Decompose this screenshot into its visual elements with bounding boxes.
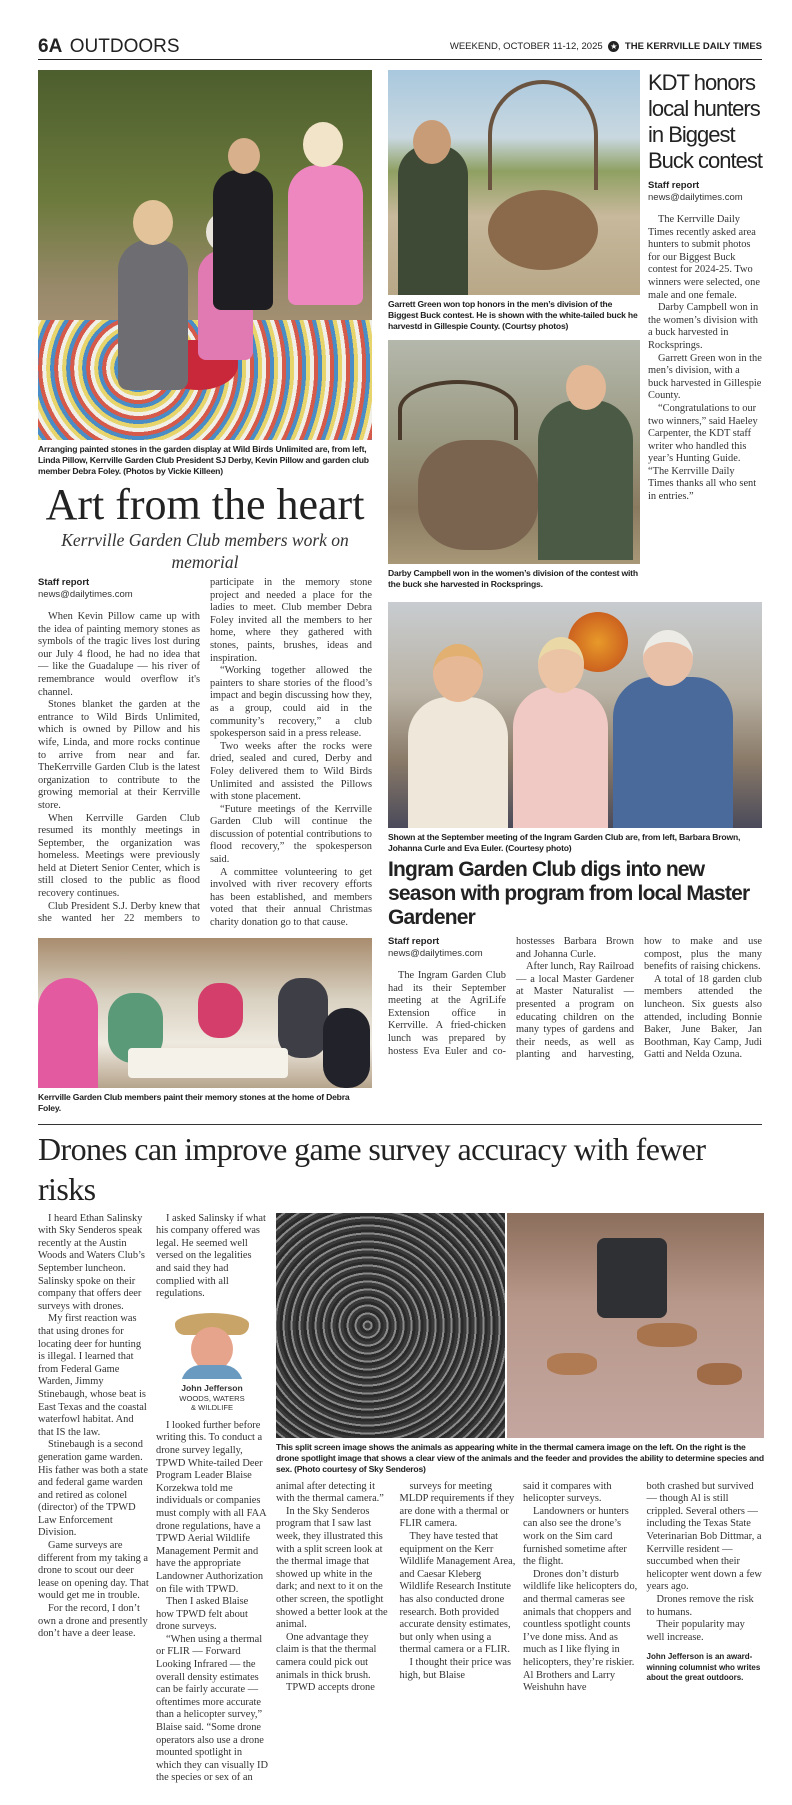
article-paragraph: Stones blanket the garden at the entrance to Wild Birds Unlimited, which is owned by Pillow and his wife, Linda, and more rocks continue to arrive from near and far. TheKerrville Garden Club is the latest organization to contribute to the growing memorial at their Kerrville store. (38, 699, 200, 811)
photo-garrett-green-buck (388, 70, 640, 295)
column-name: WOODS, WATERS (179, 1393, 245, 1403)
article-paragraph: For the record, I don’t own a drone and presently don’t have a deer lease. (38, 1603, 148, 1640)
top-section (38, 70, 762, 1114)
article-paragraph: A committee volunteering to get involved with river recovery efforts has been established, and members voted that their annual Christmas charity donation go to that cause. (210, 866, 372, 929)
column-6 (647, 1481, 765, 1695)
article-paragraph: Drones remove the risk to humans. (646, 1593, 754, 1618)
article-body (388, 936, 762, 1062)
article-paragraph: I looked further before writing this. To conduct a drone survey legally, TPWD White-tailed Deer Program Leader Blaise Korzekwa told me individuals or companies must comply with all FAA drone regulations, have a TPWD Aerial Wildlife Management Permit and have the appropriate Landowner Authorization on file with TPWD. (156, 1419, 267, 1595)
author-mugshot (156, 1307, 268, 1412)
page-number: 6A (38, 36, 63, 57)
article-paragraph: The Kerrville Daily Times recently asked area hunters to submit photos for our Biggest Buck contest for 2024-25. Two winners were selected, one male and one female. (648, 214, 760, 301)
article-paragraph: Two weeks after the rocks were dried, sealed and cured, Derby and Foley delivered them to Wild Birds Unlimited and assisted the Pillows with stone placement. (210, 740, 372, 803)
headline: KDT honors local hunters in Biggest Buck contest (648, 70, 762, 173)
garden-story (38, 70, 372, 1114)
photo-thermal-split-screen (276, 1213, 764, 1438)
photo-caption: Garrett Green won top honors in the men’s division of the Biggest Buck contest. He is shown with the white-tailed buck he harvestd in Gillespie County. (Courtsy photos) (388, 299, 638, 331)
column-3 (276, 1481, 394, 1695)
ingram-story (388, 602, 762, 1062)
photo-and-columns (276, 1213, 764, 1785)
article-paragraph: “Working together allowed the painters to share stories of the flood’s impact and begin discussing how they, as a group, could aid in the community’s recovery,” a club spokesperson said in a press release. (210, 665, 372, 740)
section-divider (38, 1124, 762, 1125)
author-tagline: John Jefferson is an award-winning columnist who writes about the great outdoors. (646, 1652, 761, 1683)
byline: Staff report news@dailytimes.com (38, 577, 133, 600)
article-paragraph: animal after detecting it with the thermal camera.” (276, 1480, 384, 1505)
photo-darby-campbell-buck (388, 340, 640, 564)
photo-club-painting (38, 938, 372, 1088)
headline: Ingram Garden Club digs into new season with program from local Master Gardener (388, 858, 750, 929)
newspaper-name: THE KERRVILLE DAILY TIMES (624, 41, 762, 52)
article-paragraph: Landowners or hunters can also see the drone’s work on the Sim card furnished sometime after the flight. (523, 1505, 629, 1568)
article-paragraph: Stinebaugh is a second generation game warden. His father was both a state and federal game warden and retired as colonel (director) of the TPWD Law Enforcement Division. (38, 1439, 148, 1539)
lower-columns (276, 1481, 764, 1695)
photo-caption: Shown at the September meeting of the Ingram Garden Club are, from left, Barbara Brown, Johanna Curle and Eva Euler. (Courtesy photo) (388, 832, 741, 853)
article-paragraph: When Kevin Pillow came up with the idea of painting memory stones as symbols of the tragic lives lost during our July 4 flood, he had no idea that — like the Guadalupe — his river of remembrance would overflow it's channel. (38, 611, 200, 698)
article-paragraph: One advantage they claim is that the thermal camera could pick out animals in thick brush. (276, 1631, 377, 1681)
article-paragraph: After lunch, Ray Railroad — a local Master Gardener at Master Naturalist — presented a program on educating children on the many types of gardens and their needs, as well as planting and harvesting, how to make and use compost, plus the many benefits of raising chickens. (516, 936, 762, 1061)
photo-ingram-garden-club (388, 602, 762, 828)
photo-caption: Darby Campbell won in the women’s division of the contest with the buck she harvested in Rocksprings. (388, 568, 638, 589)
article-paragraph: both crashed but survived — though Al is still crippled. Several others — including the Texas State Veterinarian Bob Dittmar, a Kerrville resident — succumbed when their helicopter went down a few years ago. (646, 1480, 762, 1593)
thermal-image (276, 1213, 505, 1438)
article-paragraph: In the Sky Senderos program that I saw last week, they illustrated this with a split screen look at the thermal image that showed up white in the dark; and next to it on the other screen, the spotlight showed a better look at the animal. (276, 1505, 388, 1631)
article-paragraph: Garrett Green won in the men’s division, with a buck harvested in Gillespie County. (648, 352, 762, 402)
headline: Drones can improve game survey accuracy with fewer risks (38, 1130, 706, 1207)
article-paragraph: “Future meetings of the Kerrville Garden Club will continue the discussion of potential contributions to flood recovery,” the spokesperson said. (210, 803, 372, 866)
article-paragraph: “Congratulations to our two winners,” said Haeley Carpenter, the KDT staff writer who handled this year’s Hunting Guide. “The Kerrville Daily Times thanks all who sent in entries.” (648, 402, 758, 503)
article-paragraph: I asked Salinsky if what his company offered was legal. He seemed well versed on the legalities and said they had complied with all regulations. (156, 1212, 266, 1300)
article-paragraph: said it compares with helicopter surveys. (523, 1480, 612, 1505)
column-4 (400, 1481, 518, 1695)
article-paragraph: Club President S.J. Derby knew that she wanted her 22 members to participate in the memory stone project and needed a place for the ladies to meet. Club member Debra Foley invited all the members to her home, where they gathered with stones, paints, brushes, ideas and inspiration. (38, 577, 372, 925)
author-photo (171, 1307, 253, 1379)
byline: Staff report news@dailytimes.com (388, 936, 483, 959)
article-paragraph: surveys for meeting MLDP requirements if they are done with a thermal or FLIR camera. (399, 1480, 515, 1530)
photo-caption: Arranging painted stones in the garden display at Wild Birds Unlimited are, from left, Linda Pillow, Kerrville Garden Club President SJ Derby, Kevin Pillow and garden club member Debra Foley. (Photos by Vickie Killeen) (38, 444, 369, 476)
star-circle-icon: ★ (610, 42, 618, 51)
article-paragraph: When Kerrville Garden Club resumed its monthly meetings in September, the organization was homeless. Meetings were previously held at Dietert Senior Center, which is still closed to the public as flood recovery continues. (38, 812, 200, 900)
article-paragraph: TPWD accepts drone (286, 1682, 375, 1694)
dateline (450, 41, 762, 52)
author-name: John Jefferson (181, 1382, 243, 1393)
column-2 (156, 1213, 268, 1785)
article-paragraph: “When using a thermal or FLIR — Forward Looking Infrared — the overall density estimates can be fairly accurate — oftentimes more accurate than a helicopter survey,” Blaise said. “Some drone operators also use a drone mounted spotlight in which they can visually ID the species or sex of an (156, 1633, 268, 1784)
article-paragraph: Game surveys are different from my taking a drone to scout our deer lease on opening day. That would get me in trouble. (38, 1540, 149, 1602)
column-name: & WILDLIFE (190, 1402, 234, 1412)
column-5 (523, 1481, 641, 1695)
headline: Art from the heart (45, 480, 365, 529)
article-paragraph: They have tested that equipment on the Kerr Wildlife Management Area, and Caesar Kleberg Wildlife Research Institute has also conducted drone research. Both provided accurate density estimates, but only when using a thermal camera or a FLIR. (399, 1531, 516, 1656)
buck-story (388, 70, 762, 590)
kdt-column (648, 70, 762, 590)
section-name: OUTDOORS (69, 36, 180, 57)
article-paragraph: Drones don’t disturb wildlife like helicopters do, and thermal cameras see animals that choppers and countless spotlight counts I’ve done miss. And as much as I like flying in helicopters, they’re riskier. Al Brothers and Larry Weishuhn have (523, 1568, 638, 1694)
article-paragraph: I heard Ethan Salinsky with Sky Senderos speak recently at the Austin Woods and Waters Club’s September luncheon. Salinsky spoke on their company that offers deer surveys with drones. (38, 1212, 145, 1312)
photo-painted-stones (38, 70, 372, 440)
photo-caption: This split screen image shows the animals as appearing white in the thermal camera image on the left. On the right is the drone spotlight image that shows a clear view of the animals and the feeder and provides the ability to determine species and sex. (Photo courtesy of Sky Senderos) (276, 1441, 764, 1474)
article-body (38, 577, 372, 930)
subheadline: Kerrville Garden Club members work on memorial (61, 530, 349, 572)
buck-photos (388, 70, 640, 590)
article-paragraph: Then I asked Blaise how TPWD felt about drone surveys. (156, 1596, 249, 1633)
article-paragraph: The Ingram Garden Club had its their September meeting at the AgriLife Extension office in Kerrville. A fried-chicken lunch was prepared by hostess Eva Euler and co-hostesses Barbara Brown and Johanna Curle. (388, 936, 634, 1057)
article-paragraph: My first reaction was that using drones for locating deer for hunting is illegal. I learned that from Federal Game Warden, Jimmy Stinebaugh, whose beat is East Texas and the coastal waterfowl habitat. And that IS the law. (38, 1313, 147, 1438)
article-paragraph: A total of 18 garden club members attended the luncheon. Six guests also attended, including Bonnie Baker, June Baker, Jan Boothman, Kay Camp, Judi Gatti and Nelda Ozuna. (644, 973, 762, 1061)
article-paragraph: Darby Campbell won in the women’s division with a buck harvested in Rocksprings. (648, 302, 759, 351)
byline: Staff report news@dailytimes.com (648, 180, 743, 203)
drones-story (38, 1213, 762, 1785)
right-column (388, 70, 762, 1114)
article-paragraph: Their popularity may well increase. (646, 1619, 745, 1643)
page-header (38, 36, 762, 60)
column-1 (38, 1213, 150, 1785)
photo-caption: Kerrville Garden Club members paint their memory stones at the home of Debra Foley. (38, 1091, 350, 1113)
date: WEEKEND, OCTOBER 11-12, 2025 (449, 41, 603, 52)
article-paragraph: I thought their price was high, but Blaise (399, 1656, 512, 1681)
